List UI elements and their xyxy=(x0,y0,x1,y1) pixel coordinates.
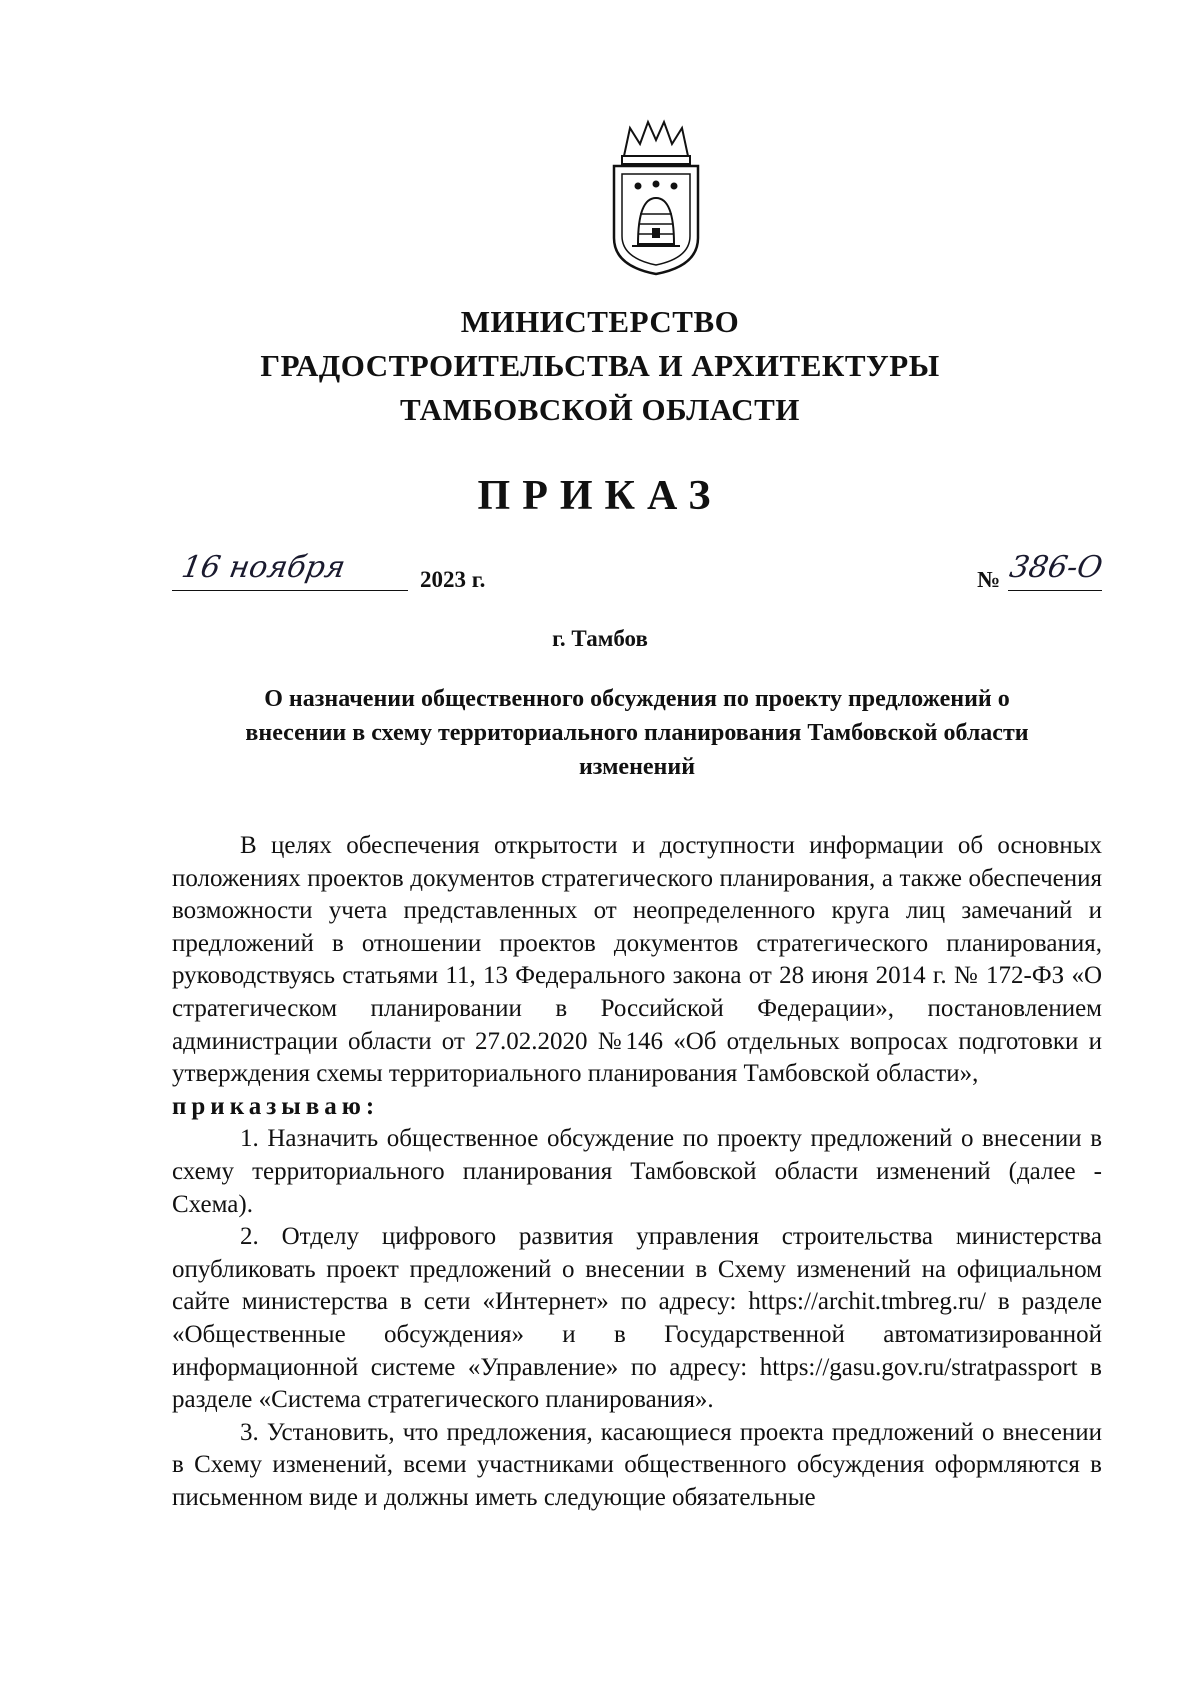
date-number-row xyxy=(172,550,1106,610)
preamble-paragraph: В целях обеспечения открытости и доступности информации об основных положениях проектов документов стратегического планирования, а также обеспечения возможности учета представленных от неопределенного круга лиц замечаний и предложений в отношении проектов документов стратегического планирования, руководствуясь статьями 11, 13 Федерального закона от 28 июня 2014 г. № 172-ФЗ «О стратегическом планировании в Российской Федерации», постановлением администрации области от 27.02.2020 №146 «Об отдельных вопросах подготовки и утверждения схемы территориального планирования Тамбовской области», xyxy=(172,832,1102,1088)
date-year: 2023 г. xyxy=(420,567,486,592)
subject-line-1: О назначении общественного обсуждения по проекту предложений о xyxy=(264,686,1010,712)
number-underline xyxy=(1008,590,1102,591)
order-keyword: приказываю: xyxy=(172,1092,380,1120)
order-subject xyxy=(172,682,1102,784)
order-item-2: 2. Отделу цифрового развития управления строительства министерства опубликовать проект предложений о внесении в Схему изменений на официальном сайте министерства в сети «Интернет» по адресу: https://archit.tmbreg.ru/ в разделе «Общественные обсуждения» и в Государственной автоматизированной информационной системе «Управление» по адресу: https://gasu.gov.ru/stratpassport в разделе «Система стратегического планирования». xyxy=(172,1223,1102,1414)
handwritten-number: 386-О xyxy=(1006,550,1106,585)
order-item-1: 1. Назначить общественное обсуждение по проекту предложений о внесении в схему территориального планирования Тамбовской области изменений (далее - Схема). xyxy=(172,1125,1102,1218)
city-line: г. Тамбов xyxy=(552,626,648,651)
handwritten-date: 16 ноября xyxy=(178,550,348,585)
order-body xyxy=(172,830,1102,1514)
ministry-line-2: ГРАДОСТРОИТЕЛЬСТВА И АРХИТЕКТУРЫ xyxy=(260,348,940,383)
ministry-name xyxy=(0,300,1200,432)
document-type-title: ПРИКАЗ xyxy=(477,473,723,519)
order-item-3: 3. Установить, что предложения, касающиеся проекта предложений о внесении в Схему изменений, всеми участниками общественного обсуждения оформляются в письменном виде и должны иметь следующие обязательные xyxy=(172,1418,1102,1511)
date-underline xyxy=(172,590,408,591)
ministry-line-3: ТАМБОВСКОЙ ОБЛАСТИ xyxy=(400,392,800,427)
number-label: № xyxy=(977,567,1001,592)
subject-line-3: изменений xyxy=(578,754,696,780)
coat-of-arms-icon xyxy=(596,118,716,278)
ministry-line-1: МИНИСТЕРСТВО xyxy=(460,304,740,339)
subject-line-2: внесении в схему территориального планирования Тамбовской области xyxy=(245,720,1029,746)
